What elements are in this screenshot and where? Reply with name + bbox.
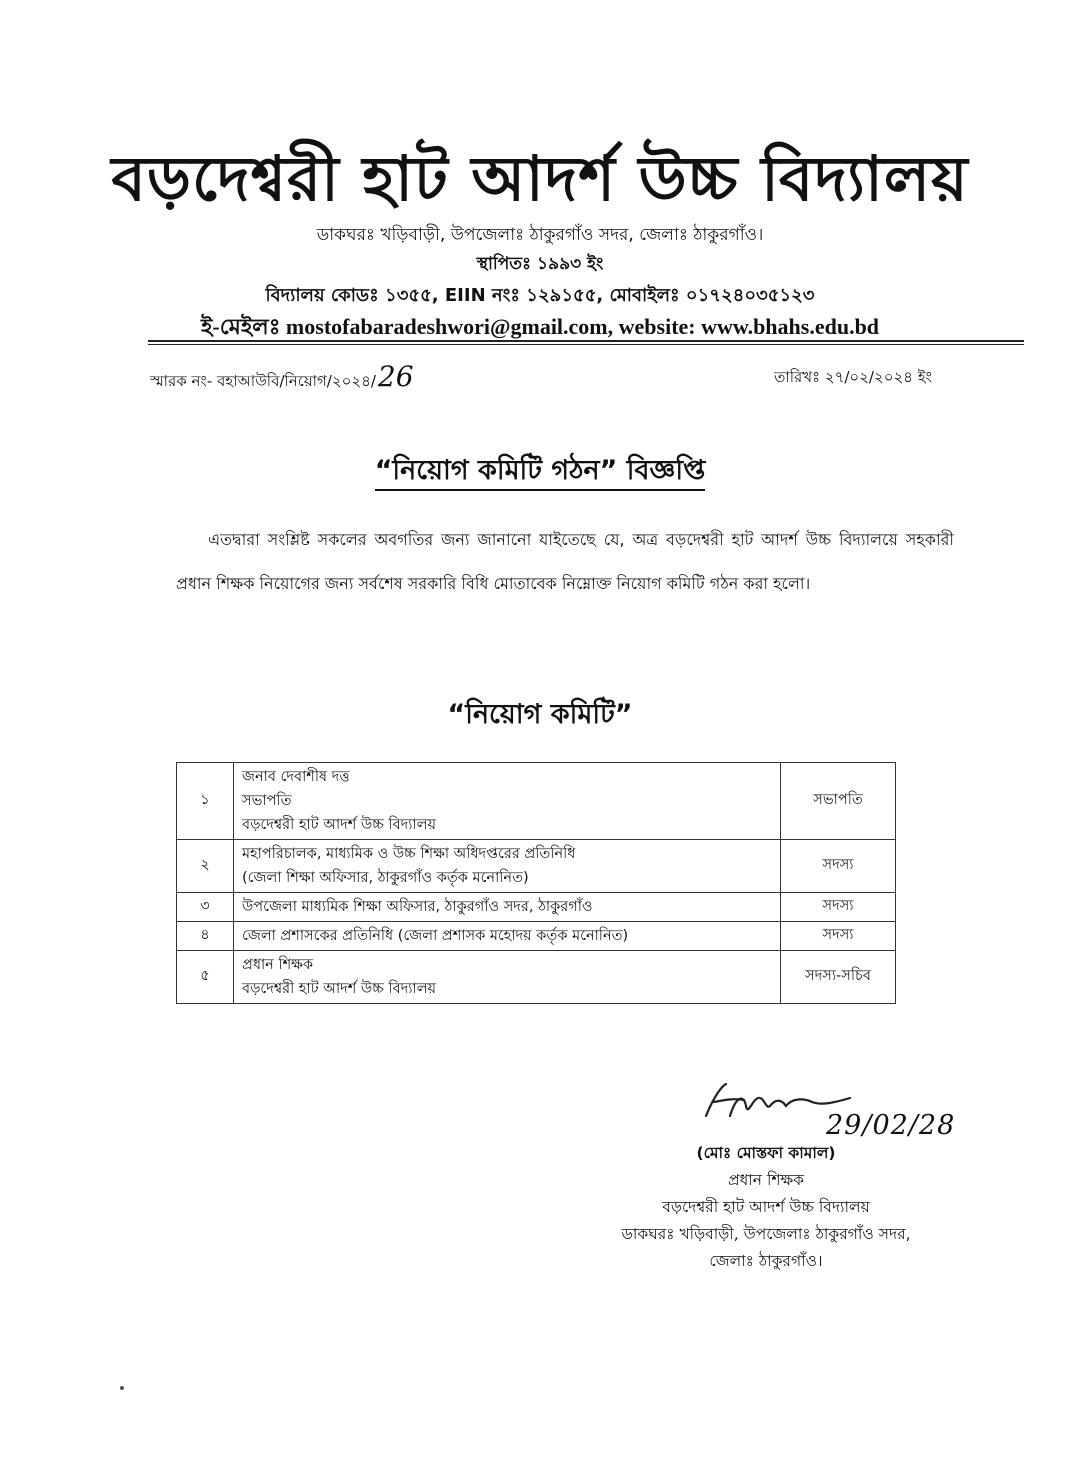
school-address: ডাকঘরঃ খড়িবাড়ী, উপজেলাঃ ঠাকুরগাঁও সদর, জেলাঃ ঠাকুরগাঁও। <box>316 225 764 245</box>
header-divider-thin <box>148 344 1024 345</box>
row-role: সদস্য <box>781 840 896 893</box>
member-detail-line: প্রধান শিক্ষক <box>242 957 314 973</box>
scan-speck <box>120 1386 124 1390</box>
row-member-details <box>234 763 781 840</box>
notice-date: তারিখঃ ২৭/০২/২০২৪ ইং <box>774 368 932 386</box>
row-serial: ১ <box>177 763 234 840</box>
committee-table <box>176 762 896 1004</box>
notice-body: এতদ্বারা সংশ্লিষ্ট সকলের অবগতির জন্য জানানো যাইতেছে যে, অত্র বড়দেশ্বরী হাট আদর্শ উচ্চ বিদ্যালয়ে সহকারী প্রধান শিক্ষক নিয়োগের জন্য সর্বশেষ সরকারি বিধি মোতাবেক নিম্নোক্ত নিয়োগ কমিটি গঠন করা হলো। <box>176 530 954 593</box>
notice-title <box>0 450 1080 495</box>
member-detail-line: বড়দেশ্বরী হাট আদর্শ উচ্চ বিদ্যালয় <box>242 817 437 833</box>
email-website: ই-মেইলঃ mostofabaradeshwori@gmail.com, website: www.bhahs.edu.bd <box>200 314 880 339</box>
memo-handwritten-number: 26 <box>377 360 414 393</box>
established-year: স্থাপিতঃ ১৯৯৩ ইং <box>476 254 604 274</box>
committee-title: “নিয়োগ কমিটি” <box>447 699 633 730</box>
row-member-details <box>234 951 781 1004</box>
member-detail-line: সভাপতি <box>242 793 292 809</box>
table-row <box>177 763 896 840</box>
member-detail-line: (জেলা শিক্ষা অফিসার, ঠাকুরগাঁও কর্তৃক মনোনিত) <box>242 870 529 886</box>
signature-date: 29/02/28 <box>826 1110 956 1141</box>
table-row <box>177 840 896 893</box>
member-detail-line: জনাব দেবাশীষ দত্ত <box>242 769 350 785</box>
member-detail-line: জেলা প্রশাসকের প্রতিনিধি (জেলা প্রশাসক মহোদয় কর্তৃক মনোনিত) <box>242 928 629 944</box>
row-role: সদস্য <box>781 922 896 951</box>
memo-prefix: স্মারক নং- বহাআউবি/নিয়োগ/২০২৪/ <box>150 372 376 390</box>
signatory-name: (মোঃ মোস্তফা কামাল) <box>696 1144 836 1162</box>
school-codes: বিদ্যালয় কোডঃ ১৩৫৫, EIIN নংঃ ১২৯১৫৫, মোবাইলঃ ০১৭২৪০৩৫১২৩ <box>265 285 815 306</box>
table-row <box>177 922 896 951</box>
signatory-address-line2: জেলাঃ ঠাকুরগাঁও। <box>709 1252 823 1270</box>
row-role: সদস্য <box>781 893 896 922</box>
table-row <box>177 951 896 1004</box>
memo-number <box>150 360 414 395</box>
member-detail-line: মহাপরিচালক, মাধ্যমিক ও উচ্চ শিক্ষা অধিদপ্তরের প্রতিনিধি <box>242 846 576 862</box>
row-serial: ২ <box>177 840 234 893</box>
table-row <box>177 893 896 922</box>
row-member-details <box>234 922 781 951</box>
row-serial: ৫ <box>177 951 234 1004</box>
member-detail-line: উপজেলা মাধ্যমিক শিক্ষা অফিসার, ঠাকুরগাঁও সদর, ঠাকুরগাঁও <box>242 899 593 915</box>
signatory-address-line1: ডাকঘরঃ খড়িবাড়ী, উপজেলাঃ ঠাকুরগাঁও সদর, <box>621 1225 911 1243</box>
row-role: সভাপতি <box>781 763 896 840</box>
row-member-details <box>234 893 781 922</box>
header-divider <box>148 340 1024 342</box>
signatory-school: বড়দেশ্বরী হাট আদর্শ উচ্চ বিদ্যালয় <box>662 1198 870 1216</box>
member-detail-line: বড়দেশ্বরী হাট আদর্শ উচ্চ বিদ্যালয় <box>242 981 437 997</box>
row-role: সদস্য-সচিব <box>781 951 896 1004</box>
signatory-designation: প্রধান শিক্ষক <box>728 1171 804 1189</box>
row-member-details <box>234 840 781 893</box>
row-serial: ৪ <box>177 922 234 951</box>
signature-block <box>560 1140 972 1275</box>
row-serial: ৩ <box>177 893 234 922</box>
notice-title-text: “নিয়োগ কমিটি গঠন” বিজ্ঞপ্তি <box>375 455 706 491</box>
school-name: বড়দেশ্বরী হাট আদর্শ উচ্চ বিদ্যালয় <box>111 142 969 215</box>
